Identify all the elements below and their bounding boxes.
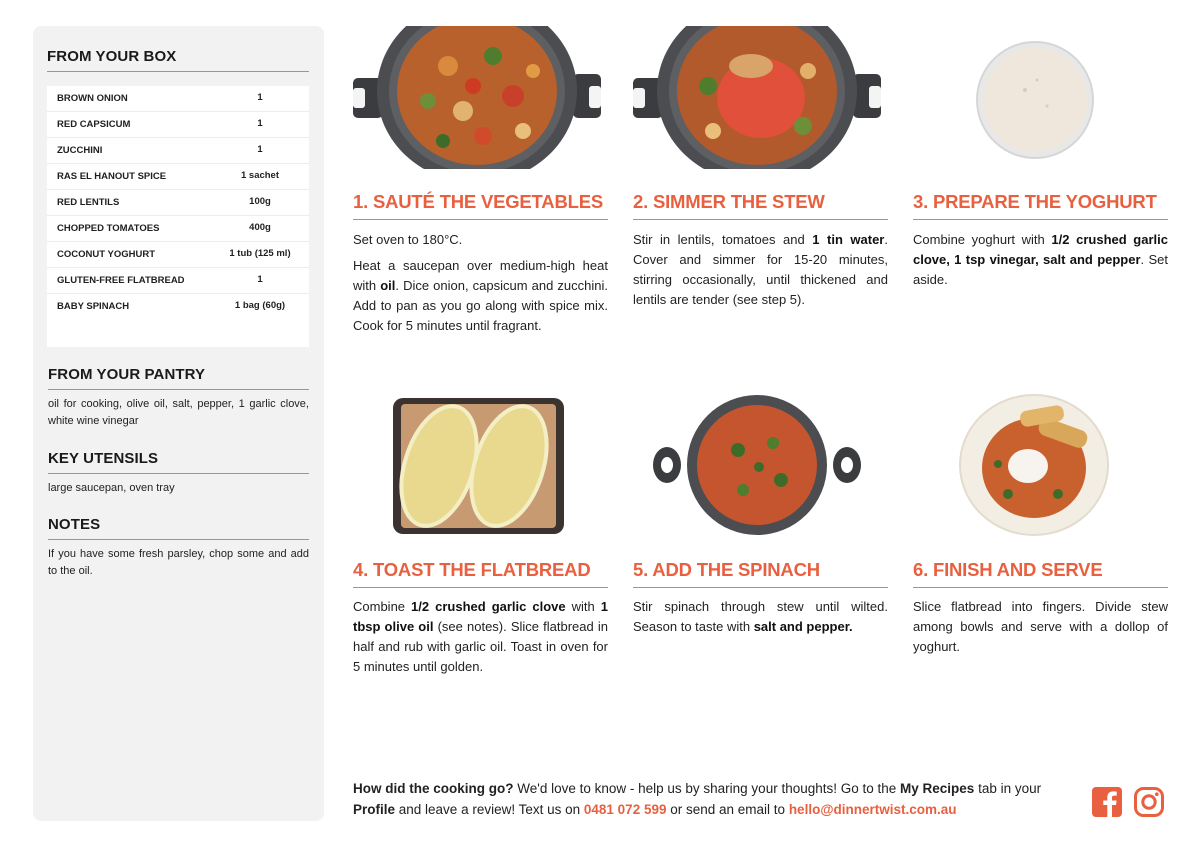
table-row [47,112,309,138]
step-4-body [353,597,608,683]
step-6-title: 6. FINISH AND SERVE [913,559,1168,588]
text: . Set aside. [913,252,1168,287]
step-3-photo [975,40,1095,160]
table-row [47,190,309,216]
text: Stir spinach through stew until wilted. Season to taste with [633,599,888,634]
table-row [47,138,309,164]
ingredient-name: RED CAPSICUM [57,119,131,130]
instagram-icon[interactable] [1133,786,1165,818]
ingredient-name: CHOPPED TOMATOES [57,223,160,234]
ingredient-name: GLUTEN-FREE FLATBREAD [57,275,185,286]
ingredient-qty: 1 tub (125 ml) [229,248,291,259]
step-6-photo [958,394,1110,536]
bold-text: 1/2 crushed garlic clove [411,599,566,614]
text: Combine yoghurt with [913,232,1052,247]
phone-link[interactable]: 0481 072 599 [583,802,667,817]
step-2-photo [633,26,881,169]
from-your-pantry-title: FROM YOUR PANTRY [48,366,309,390]
notes-title: NOTES [48,516,309,540]
ingredient-name: RED LENTILS [57,197,120,208]
ingredient-name: ZUCCHINI [57,145,103,156]
ingredient-qty: 1 [257,118,263,129]
text: Combine [353,599,412,614]
ingredient-qty: 1 bag (60g) [234,300,286,311]
text: (see notes). Slice flatbread in half and rub with garlic oil. Toast in oven for 5 minutes until golden. [353,619,608,674]
text: Stir in lentils, tomatoes and [633,232,813,247]
ingredient-qty: 1 [257,274,263,285]
ingredient-qty: 1 sachet [240,170,280,181]
step-5-photo [653,395,861,537]
footer-question: How did the cooking go? [353,781,514,796]
ingredient-qty: 400g [249,222,271,233]
text: We'd love to know - help us by sharing your thoughts! Go to the [513,781,901,796]
pantry-text: oil for cooking, olive oil, salt, pepper, 1 garlic clove, white wine vinegar [48,398,309,427]
table-row [47,216,309,242]
text: or send an email to [666,802,789,817]
ingredient-name: BABY SPINACH [57,301,130,312]
ingredient-qty: 1 [257,92,263,103]
profile-link[interactable]: Profile [353,802,396,817]
bold-text: oil [380,278,396,293]
ingredient-name: BROWN ONION [57,93,128,104]
ingredient-qty: 1 [257,144,263,155]
key-utensils-title: KEY UTENSILS [48,450,309,474]
bold-text: 1 tbsp olive oil [353,599,609,634]
text: . Dice onion, capsicum and zucchini. Add to pan as you go along with spice mix. Cook for 5 minutes until fragrant. [353,278,608,333]
table-row [47,86,309,112]
bold-text: 1/2 crushed garlic clove, 1 tsp vinegar, salt and pepper [913,232,1168,267]
table-row [47,268,309,294]
step-6-para: Slice flatbread into fingers. Divide stew among bowls and serve with a dollop of yoghurt. [913,599,1168,654]
step-3-body [913,230,1168,296]
feedback-footer [353,778,1073,820]
table-row [47,242,309,268]
text: with [565,599,601,614]
step-2-body [633,230,888,316]
step-4-para [353,597,608,677]
bold-text: salt and pepper. [753,619,853,634]
step-1-para-2 [353,256,608,336]
ingredient-name: RAS EL HANOUT SPICE [57,171,167,182]
table-row [47,294,309,320]
text: . Cover and simmer for 15-20 minutes, stirring occasionally, until thickened and lentils are tender (see step 5). [633,232,888,307]
step-3-para [913,230,1168,290]
step-1-photo [353,26,601,169]
step-5-title: 5. ADD THE SPINACH [633,559,888,588]
step-1-body [353,230,608,342]
step-2-title: 2. SIMMER THE STEW [633,191,888,220]
from-your-box-title: FROM YOUR BOX [47,48,309,72]
step-6-body [913,597,1168,663]
my-recipes-link[interactable]: My Recipes [900,781,975,796]
email-link[interactable]: hello@dinnertwist.com.au [788,802,957,817]
ingredient-name: COCONUT YOGHURT [57,249,155,260]
step-2-para [633,230,888,310]
step-3-title: 3. PREPARE THE YOGHURT [913,191,1168,220]
ingredients-table [47,86,309,347]
step-5-para [633,597,888,637]
ingredient-qty: 100g [249,196,271,207]
table-row [47,164,309,190]
utensils-text: large saucepan, oven tray [48,482,175,494]
step-1-title: 1. SAUTÉ THE VEGETABLES [353,191,608,220]
facebook-icon[interactable] [1091,786,1123,818]
step-4-photo [391,396,566,536]
text: and leave a review! Text us on [395,802,584,817]
text: tab in your [974,781,1042,796]
step-5-body [633,597,888,643]
step-4-title: 4. TOAST THE FLATBREAD [353,559,608,588]
text: Heat a saucepan over medium-high heat with [353,258,608,293]
step-1-para-1: Set oven to 180°C. [353,232,463,247]
notes-text: If you have some fresh parsley, chop some and add to the oil. [48,548,309,577]
bold-text: 1 tin water [812,232,885,247]
